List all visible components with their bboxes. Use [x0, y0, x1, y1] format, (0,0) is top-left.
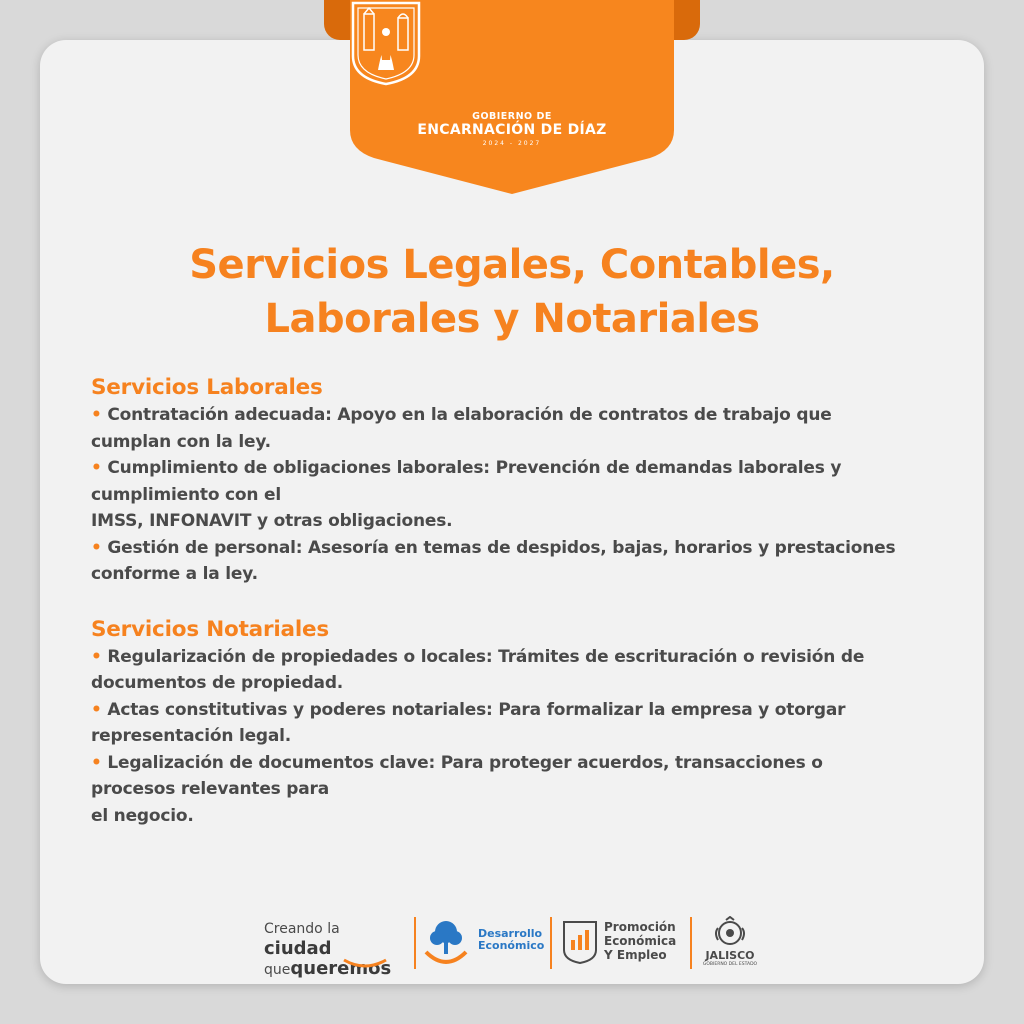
queremos-text: queremos [290, 958, 392, 979]
ciudad-text: ciudad [264, 938, 332, 959]
list-item [91, 561, 921, 588]
item-text: Actas constitutivas y poderes notariales: Para formalizar la empresa y otorgar [107, 699, 846, 720]
economica-text: Económica [604, 934, 677, 948]
item-text: el negocio. [91, 805, 194, 826]
list-item [91, 429, 921, 456]
gobierno-estado-text: GOBIERNO DEL ESTADO [702, 962, 758, 967]
page-title [40, 238, 984, 346]
services-content [91, 374, 921, 829]
administration-period: 2024 - 2027 [482, 140, 542, 147]
list-item [91, 803, 921, 830]
promocion-logo [604, 920, 676, 962]
empleo-text: Y Empleo [604, 948, 667, 962]
promocion-text: Promoción [604, 920, 676, 934]
bullet: • [91, 405, 108, 425]
footer-divider [414, 917, 416, 969]
item-text: conforme a la ley. [91, 564, 258, 584]
desarrollo-text: Desarrollo [478, 927, 543, 940]
bullet: • [91, 752, 108, 773]
que-text: que [264, 962, 291, 978]
government-label: GOBIERNO DE [472, 111, 552, 122]
item-text: Cumplimiento de obligaciones laborales: Prevención de demandas laborales y [107, 458, 842, 478]
item-text: cumplan con la ley. [91, 431, 271, 452]
economico-text: Económico [478, 939, 545, 952]
creando-text: Creando la [264, 921, 340, 937]
item-text: cumplimiento con el [91, 484, 281, 505]
item-text: representación legal. [91, 726, 292, 746]
coat-of-arms-icon [350, 0, 422, 86]
municipality-name: ENCARNACIÓN DE DÍAZ [417, 122, 607, 138]
list-item [91, 776, 921, 803]
item-text: documentos de propiedad. [91, 673, 344, 693]
item-text: IMSS, INFONAVIT y otras obligaciones. [91, 511, 453, 531]
jalisco-logo [696, 950, 764, 968]
list-item [91, 670, 921, 697]
section-heading-notariales: Servicios Notariales [91, 616, 330, 642]
item-text: Gestión de personal: Asesoría en temas de despidos, bajas, horarios y prestaciones [107, 537, 896, 558]
chart-gear-icon [562, 920, 598, 964]
tree-icon [422, 916, 470, 968]
title-line-1: Servicios Legales, Contables, [189, 242, 835, 288]
creando-logo [264, 918, 406, 980]
footer-divider [690, 917, 692, 969]
list-item [91, 697, 921, 724]
list-item [91, 482, 921, 509]
bullet: • [91, 646, 108, 667]
item-text: Legalización de documentos clave: Para proteger acuerdos, transacciones o [107, 752, 823, 773]
bullet: • [91, 458, 108, 478]
government-banner [350, 0, 674, 194]
list-item [91, 508, 921, 535]
list-item [91, 644, 921, 671]
list-item [91, 723, 921, 750]
jalisco-text: JALISCO [705, 949, 755, 962]
list-item [91, 750, 921, 777]
desarrollo-logo [478, 928, 544, 952]
item-text: procesos relevantes para [91, 779, 329, 799]
list-item [91, 455, 921, 482]
item-text: Contratación adecuada: Apoyo en la elaboración de contratos de trabajo que [107, 405, 832, 425]
list-item [91, 402, 921, 429]
footer-divider [550, 917, 552, 969]
list-item [91, 535, 921, 562]
bullet: • [91, 699, 108, 720]
item-text: Regularización de propiedades o locales: Trámites de escrituración o revisión de [107, 646, 865, 667]
section-heading-laborales: Servicios Laborales [91, 375, 323, 400]
jalisco-seal-icon [712, 916, 748, 948]
title-line-2: Laborales y Notariales [264, 296, 760, 342]
bullet: • [91, 537, 108, 558]
smile-icon [340, 958, 390, 970]
